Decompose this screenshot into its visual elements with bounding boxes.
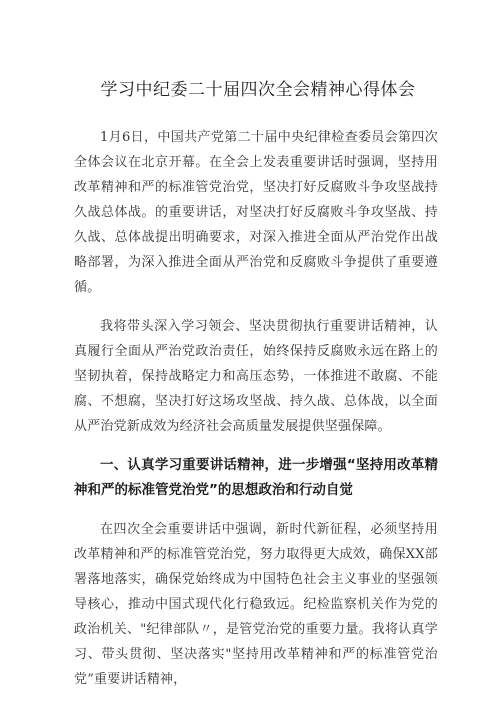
paragraph-commitment: 我将带头深入学习领会、坚决贯彻执行重要讲话精神，认真履行全面从严治党政治责任，始终保持反腐败永远在路上的坚韧执着，保持战略定力和高压态势，一体推进不敢腐、不能腐、不想腐，坚决打好这场攻坚战、持久战、总体战，以全面从严治党新成效为经济社会高质量发展提供坚强保障。 — [74, 319, 438, 434]
paragraph-section-1: 在四次全会重要讲话中强调，新时代新征程，必须坚持用改革精神和严的标准管党治党，努力取得更大成效，确保XX部署落地落实，确保党始终成为中国特色社会主义事业的坚强领导核心，推动中国式现代化行稳致远。纪检监察机关作为党的政治机关、"纪律部队〃，是管党治党的重要力量。我将认真学习、带头贯彻、坚决落实"坚持用改革精神和严的标准管党治党”重要讲话精神， — [74, 522, 438, 687]
section-heading-1: 一、认真学习重要讲话精神，进一步增强“坚持用改革精神和严的标准管党治党”的思想政治和行动自觉 — [74, 457, 438, 498]
paragraph-intro: 1月6日，中国共产党第二十届中央纪律检查委员会第四次全体会议在北京开幕。在全会上发表重要讲话时强调，坚持用改革精神和严的标准管党治党，坚决打好反腐败斗争攻坚战持久战总体战。的重要讲话，对坚决打好反腐败斗争攻坚战、持久战、总体战提出明确要求，对深入推进全面从严治党作出战略部署，为深入推进全面从严治党和反腐败斗争提供了重要遵循。 — [74, 130, 438, 295]
document-title: 学习中纪委二十届四次全会精神心得体会 — [100, 80, 416, 100]
